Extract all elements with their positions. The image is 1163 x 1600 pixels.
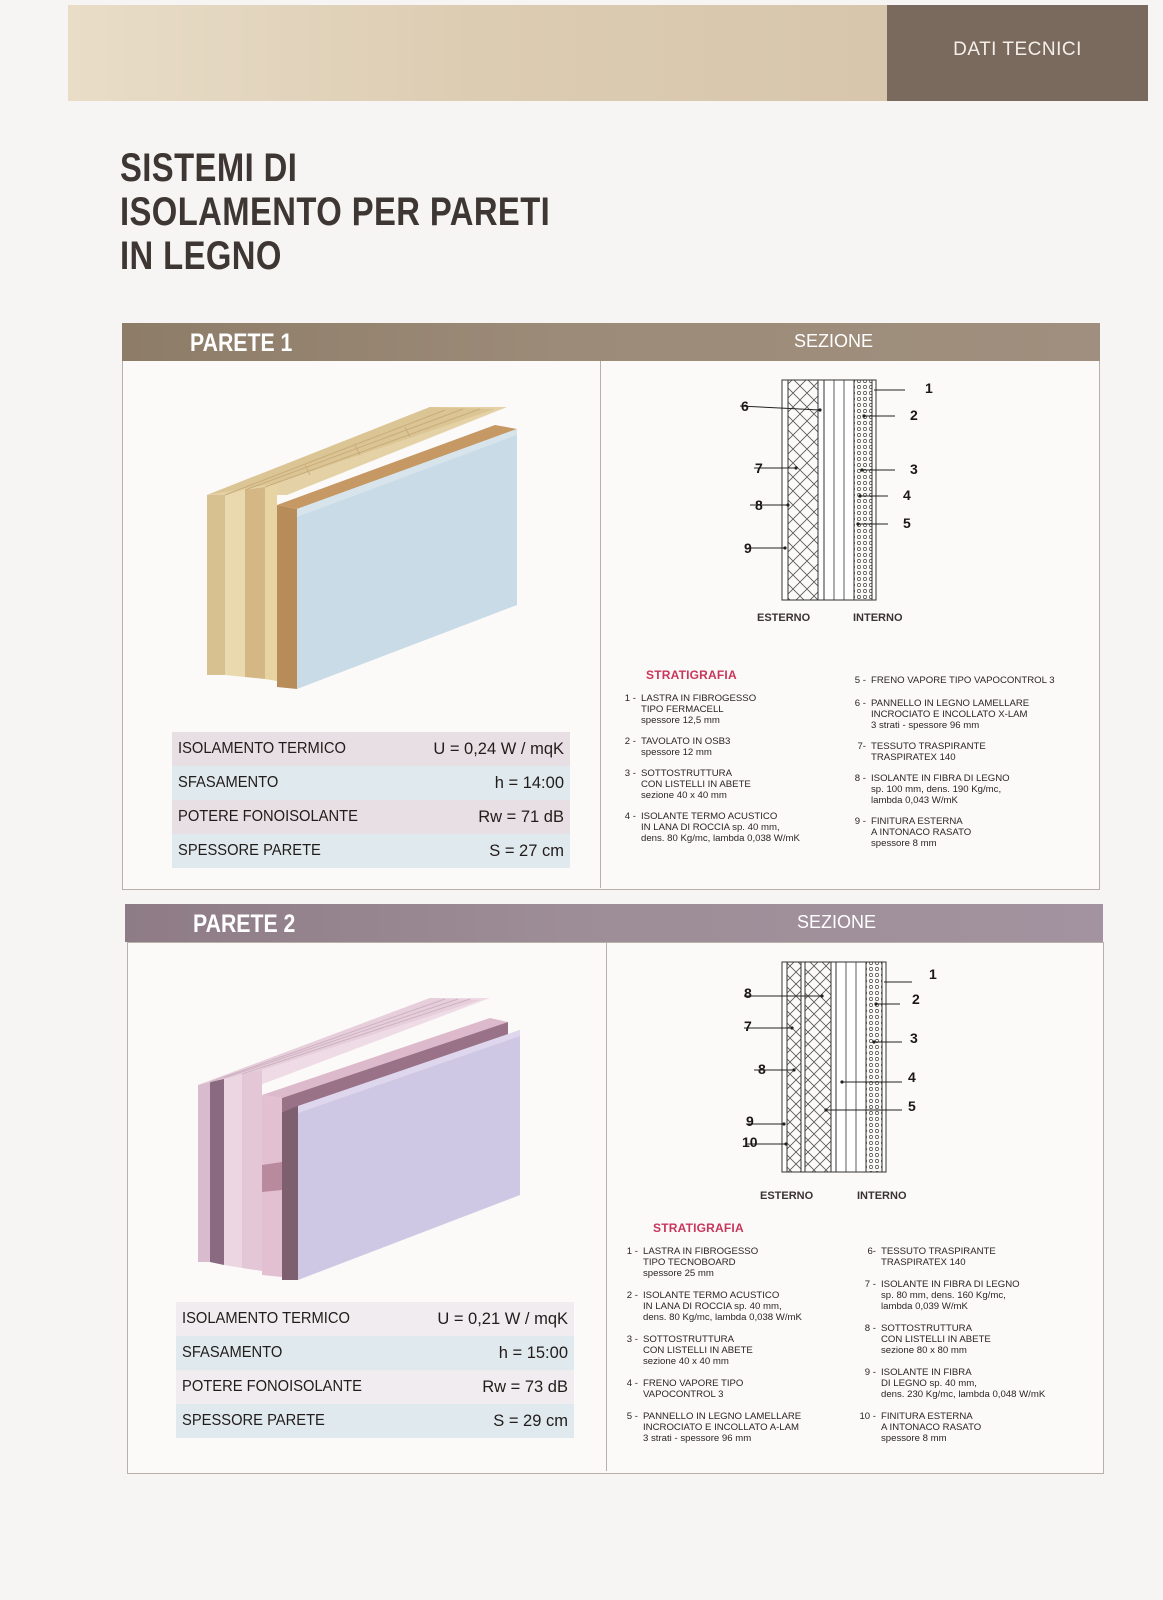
spec-label: POTERE FONOISOLANTE <box>178 808 358 825</box>
callout-number: 2 <box>910 407 918 423</box>
spec-label: SPESSORE PARETE <box>182 1412 325 1429</box>
page-title-line-3: IN LEGNO <box>120 234 282 278</box>
wall-2-specs <box>176 1302 574 1438</box>
layer-item: 7 - ISOLANTE IN FIBRA DI LEGNO sp. 80 mm, dens. 160 Kg/mc, lambda 0,039 W/mK <box>864 1279 1020 1312</box>
layer-item: 2 - ISOLANTE TERMO ACUSTICO IN LANA DI ROCCIA sp. 40 mm, dens. 80 Kg/mc, lambda 0,038 W/mK <box>626 1290 802 1323</box>
callout-number: 8 <box>755 497 763 513</box>
callout-number: 9 <box>744 540 752 556</box>
callout-number: 5 <box>908 1098 916 1114</box>
outside-label: ESTERNO <box>760 1190 814 1202</box>
layer-item: 1 - LASTRA IN FIBROGESSO TIPO FERMACELL spessore 12,5 mm <box>624 693 757 726</box>
wall-1-divider <box>600 361 601 888</box>
wall-2-layers-right <box>856 1246 1096 1444</box>
spec-value: h = 15:00 <box>498 1343 568 1362</box>
layer-item: 4 - FRENO VAPORE TIPO VAPOCONTROL 3 <box>626 1378 744 1400</box>
spec-label: POTERE FONOISOLANTE <box>182 1378 362 1395</box>
callout-number: 1 <box>929 966 937 982</box>
layer-item: 9 - FINITURA ESTERNA A INTONACO RASATO spessore 8 mm <box>854 816 972 849</box>
layer-item: 8 - ISOLANTE IN FIBRA DI LEGNO sp. 100 mm, dens. 190 Kg/mc, lambda 0,043 W/mK <box>854 773 1010 806</box>
section-tag-label: DATI TECNICI <box>953 39 1082 60</box>
inside-label: INTERNO <box>853 612 903 624</box>
callout-number: 6 <box>741 398 749 414</box>
spec-value: U = 0,24 W / mqK <box>433 739 564 758</box>
header-band <box>68 5 888 101</box>
wall-1-stratigraphy-title: STRATIGRAFIA <box>646 668 737 682</box>
callout-number: 8 <box>744 985 752 1001</box>
spec-label: ISOLAMENTO TERMICO <box>178 740 346 757</box>
wall-1-layers-left <box>616 693 846 844</box>
callout-number: 2 <box>912 991 920 1007</box>
wall-1-title: PARETE 1 <box>190 329 293 357</box>
layer-item: 7- TESSUTO TRASPIRANTE TRASPIRATEX 140 <box>857 741 986 763</box>
layer-item: 1 - LASTRA IN FIBROGESSO TIPO TECNOBOARD spessore 25 mm <box>626 1246 759 1279</box>
spec-row-thickness <box>176 1404 574 1438</box>
wall-2-header-bar <box>125 904 1103 942</box>
spec-label: SFASAMENTO <box>178 774 279 791</box>
layer-item: 4 - ISOLANTE TERMO ACUSTICO IN LANA DI ROCCIA sp. 40 mm, dens. 80 Kg/mc, lambda 0,038 W/mK <box>624 811 800 844</box>
layer-item: 6 - PANNELLO IN LEGNO LAMELLARE INCROCIATO E INCOLLATO X-LAM 3 strati - spessore 96 mm <box>854 698 1030 731</box>
layer-item: 5 - FRENO VAPORE TIPO VAPOCONTROL 3 <box>854 675 1055 686</box>
callout-number: 4 <box>903 487 911 503</box>
layer-item: 9 - ISOLANTE IN FIBRA DI LEGNO sp. 40 mm, dens. 230 Kg/mc, lambda 0,048 W/mK <box>864 1367 1046 1400</box>
spec-label: ISOLAMENTO TERMICO <box>182 1310 350 1327</box>
callout-number: 7 <box>744 1018 752 1034</box>
spec-row-acoustic <box>176 1370 574 1404</box>
wall-2-divider <box>606 943 607 1471</box>
callout-number: 3 <box>910 1030 918 1046</box>
spec-value: h = 14:00 <box>494 773 564 792</box>
page-title-line-2: ISOLAMENTO PER PARETI <box>120 190 551 234</box>
wall-2-stratigraphy-title: STRATIGRAFIA <box>653 1221 744 1235</box>
spec-value: Rw = 71 dB <box>478 807 564 826</box>
callout-number: 8 <box>758 1061 766 1077</box>
layer-item: 3 - SOTTOSTRUTTURA CON LISTELLI IN ABETE sezione 40 x 40 mm <box>624 768 751 801</box>
spec-value: Rw = 73 dB <box>482 1377 568 1396</box>
spec-value: S = 27 cm <box>489 841 564 860</box>
spec-row-thickness <box>172 834 570 868</box>
layer-item: 2 - TAVOLATO IN OSB3 spessore 12 mm <box>624 736 731 758</box>
spec-row-phase-shift <box>172 766 570 800</box>
page-title <box>120 146 550 278</box>
wall-1-section-label: SEZIONE <box>794 331 874 351</box>
wall-1-header-bar <box>122 323 1100 361</box>
callout-number: 5 <box>903 515 911 531</box>
page-title-line-1: SISTEMI DI <box>120 146 298 190</box>
callout-number: 3 <box>910 461 918 477</box>
wall-2-layers-left <box>618 1246 858 1444</box>
layer-item: 8 - SOTTOSTRUTTURA CON LISTELLI IN ABETE sezione 80 x 80 mm <box>864 1323 991 1356</box>
wall-2-section-label: SEZIONE <box>797 912 877 932</box>
wall-2-title: PARETE 2 <box>193 910 296 938</box>
layer-item: 3 - SOTTOSTRUTTURA CON LISTELLI IN ABETE sezione 40 x 40 mm <box>626 1334 753 1367</box>
inside-label: INTERNO <box>857 1190 907 1202</box>
spec-row-phase-shift <box>176 1336 574 1370</box>
spec-label: SPESSORE PARETE <box>178 842 321 859</box>
callout-number: 9 <box>746 1113 754 1129</box>
layer-item: 6- TESSUTO TRASPIRANTE TRASPIRATEX 140 <box>867 1246 996 1268</box>
callout-number: 7 <box>755 460 763 476</box>
layer-item: 5 - PANNELLO IN LEGNO LAMELLARE INCROCIATO E INCOLLATO A-LAM 3 strati - spessore 96 mm <box>626 1411 802 1444</box>
spec-value: S = 29 cm <box>493 1411 568 1430</box>
callout-number: 10 <box>742 1134 758 1150</box>
spec-row-thermal <box>176 1302 574 1336</box>
outside-label: ESTERNO <box>757 612 811 624</box>
spec-label: SFASAMENTO <box>182 1344 283 1361</box>
section-tag <box>887 5 1148 101</box>
spec-row-thermal <box>172 732 570 766</box>
spec-row-acoustic <box>172 800 570 834</box>
wall-1-specs <box>172 732 570 868</box>
layer-item: 10 - FINITURA ESTERNA A INTONACO RASATO spessore 8 mm <box>859 1411 982 1444</box>
wall-1-illustration <box>195 395 545 695</box>
callout-number: 4 <box>908 1069 916 1085</box>
spec-value: U = 0,21 W / mqK <box>437 1309 568 1328</box>
wall-1-layers-right <box>846 675 1086 849</box>
wall-2-illustration <box>190 990 540 1280</box>
callout-number: 1 <box>925 380 933 396</box>
